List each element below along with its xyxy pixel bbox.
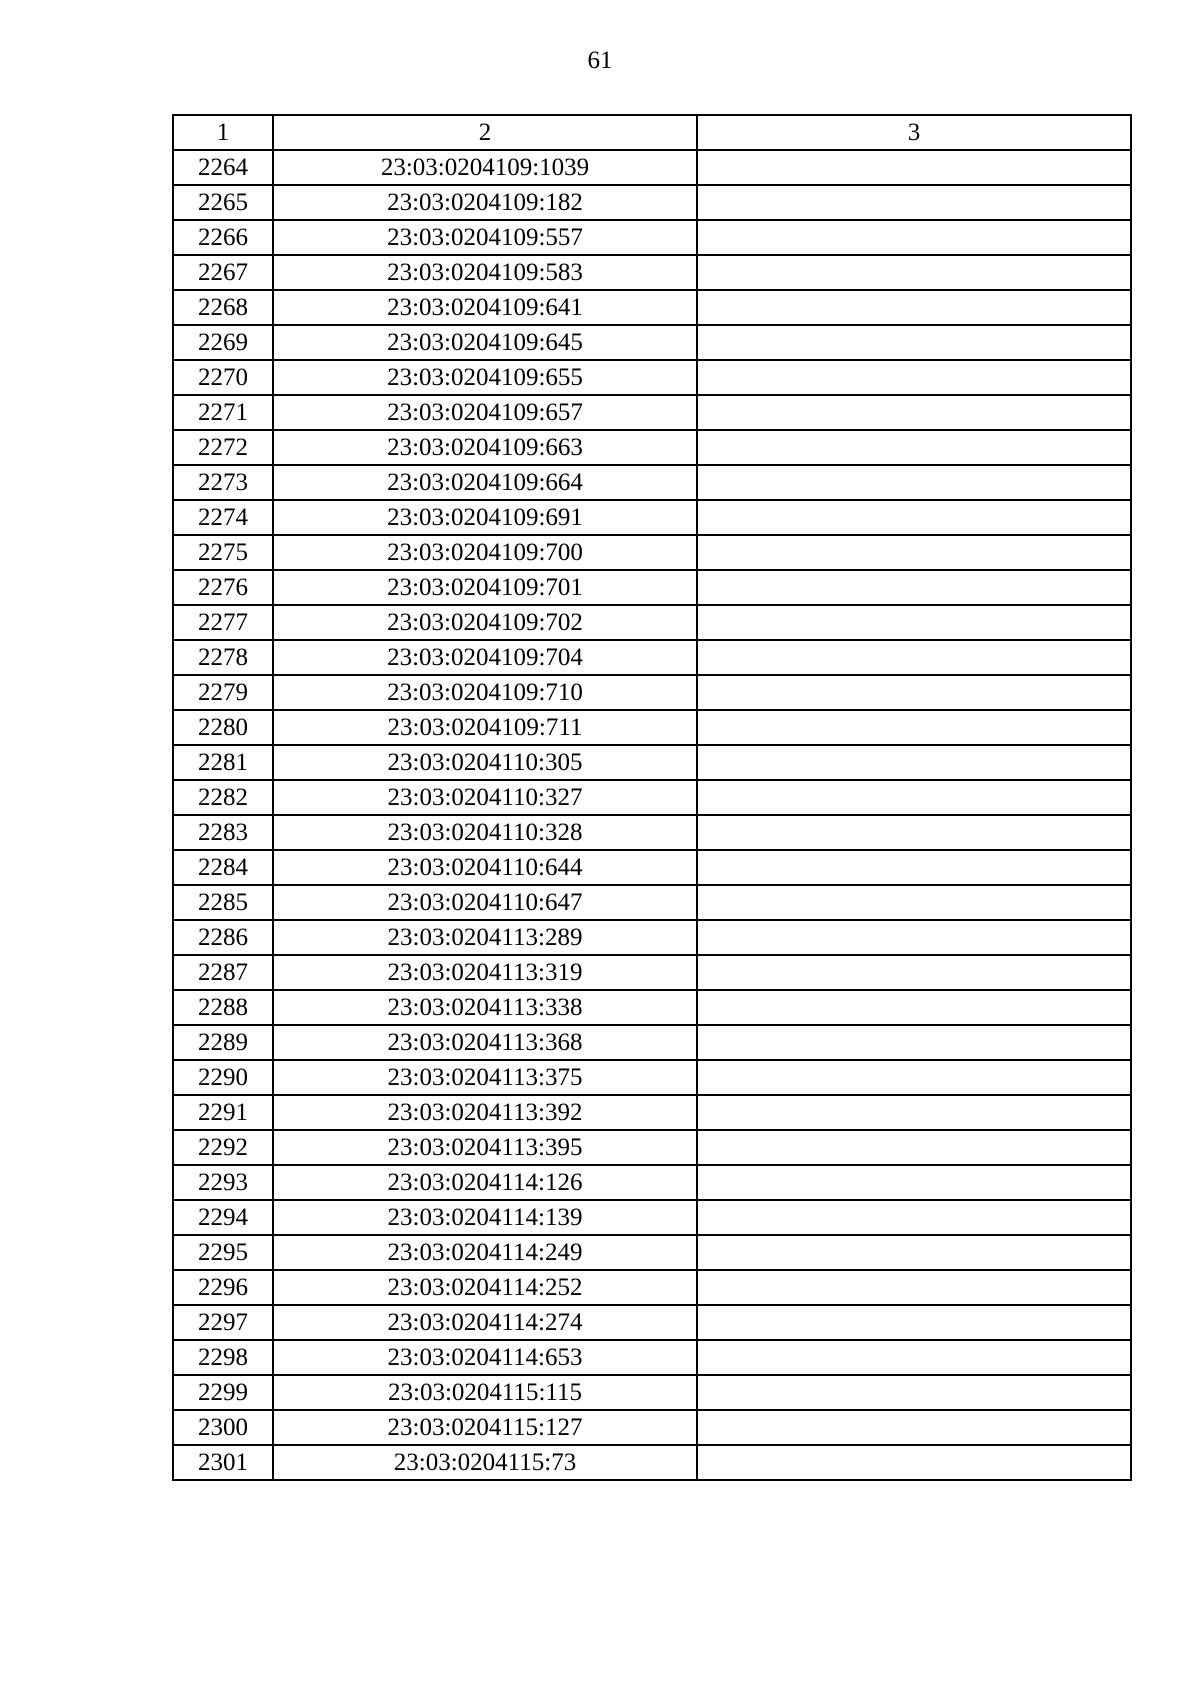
row-number-cell: 2290 — [173, 1060, 273, 1095]
cadastral-number-cell: 23:03:0204109:700 — [273, 535, 697, 570]
note-cell — [697, 465, 1131, 500]
header-cell-col2: 2 — [273, 115, 697, 150]
row-number-cell: 2276 — [173, 570, 273, 605]
row-number-cell: 2294 — [173, 1200, 273, 1235]
row-number-cell: 2291 — [173, 1095, 273, 1130]
row-number-cell: 2297 — [173, 1305, 273, 1340]
table-row — [173, 990, 1131, 1025]
row-number-cell: 2293 — [173, 1165, 273, 1200]
row-number-cell: 2288 — [173, 990, 273, 1025]
row-number-cell: 2269 — [173, 325, 273, 360]
table-header — [173, 115, 1131, 150]
note-cell — [697, 780, 1131, 815]
table-row — [173, 465, 1131, 500]
cadastral-number-cell: 23:03:0204109:691 — [273, 500, 697, 535]
cadastral-number-cell: 23:03:0204110:305 — [273, 745, 697, 780]
note-cell — [697, 1445, 1131, 1480]
table-row — [173, 1095, 1131, 1130]
row-number-cell: 2270 — [173, 360, 273, 395]
table-row — [173, 255, 1131, 290]
cadastral-number-cell: 23:03:0204109:641 — [273, 290, 697, 325]
table-row — [173, 920, 1131, 955]
page-number: 61 — [587, 47, 613, 74]
table-row — [173, 1340, 1131, 1375]
cadastral-number-cell: 23:03:0204115:115 — [273, 1375, 697, 1410]
table-row — [173, 955, 1131, 990]
row-number-cell: 2298 — [173, 1340, 273, 1375]
row-number-cell: 2287 — [173, 955, 273, 990]
cadastral-number-cell: 23:03:0204113:338 — [273, 990, 697, 1025]
note-cell — [697, 1375, 1131, 1410]
cadastral-table — [172, 114, 1132, 1481]
table-row — [173, 220, 1131, 255]
note-cell — [697, 570, 1131, 605]
table-row — [173, 430, 1131, 465]
table-row — [173, 675, 1131, 710]
row-number-cell: 2296 — [173, 1270, 273, 1305]
table-row — [173, 185, 1131, 220]
note-cell — [697, 605, 1131, 640]
note-cell — [697, 1235, 1131, 1270]
cadastral-number-cell: 23:03:0204113:368 — [273, 1025, 697, 1060]
table-row — [173, 850, 1131, 885]
table-row — [173, 570, 1131, 605]
cadastral-number-cell: 23:03:0204113:319 — [273, 955, 697, 990]
row-number-cell: 2280 — [173, 710, 273, 745]
row-number-cell: 2279 — [173, 675, 273, 710]
row-number-cell: 2292 — [173, 1130, 273, 1165]
table-row — [173, 500, 1131, 535]
note-cell — [697, 360, 1131, 395]
row-number-cell: 2285 — [173, 885, 273, 920]
note-cell — [697, 395, 1131, 430]
table-row — [173, 395, 1131, 430]
note-cell — [697, 1130, 1131, 1165]
table-row — [173, 150, 1131, 185]
note-cell — [697, 290, 1131, 325]
table-row — [173, 780, 1131, 815]
table-row — [173, 640, 1131, 675]
cadastral-number-cell: 23:03:0204110:328 — [273, 815, 697, 850]
cadastral-number-cell: 23:03:0204109:710 — [273, 675, 697, 710]
cadastral-number-cell: 23:03:0204114:126 — [273, 1165, 697, 1200]
cadastral-number-cell: 23:03:0204114:653 — [273, 1340, 697, 1375]
note-cell — [697, 815, 1131, 850]
row-number-cell: 2271 — [173, 395, 273, 430]
cadastral-number-cell: 23:03:0204114:249 — [273, 1235, 697, 1270]
note-cell — [697, 1165, 1131, 1200]
header-row — [173, 115, 1131, 150]
cadastral-number-cell: 23:03:0204115:73 — [273, 1445, 697, 1480]
table-row — [173, 1060, 1131, 1095]
cadastral-number-cell: 23:03:0204114:274 — [273, 1305, 697, 1340]
note-cell — [697, 885, 1131, 920]
note-cell — [697, 955, 1131, 990]
table-row — [173, 1375, 1131, 1410]
table-row — [173, 1200, 1131, 1235]
table-row — [173, 1445, 1131, 1480]
cadastral-number-cell: 23:03:0204109:663 — [273, 430, 697, 465]
note-cell — [697, 850, 1131, 885]
cadastral-number-cell: 23:03:0204109:701 — [273, 570, 697, 605]
row-number-cell: 2281 — [173, 745, 273, 780]
row-number-cell: 2268 — [173, 290, 273, 325]
header-cell-col3: 3 — [697, 115, 1131, 150]
header-cell-col1: 1 — [173, 115, 273, 150]
row-number-cell: 2266 — [173, 220, 273, 255]
row-number-cell: 2265 — [173, 185, 273, 220]
cadastral-number-cell: 23:03:0204109:704 — [273, 640, 697, 675]
cadastral-number-cell: 23:03:0204109:655 — [273, 360, 697, 395]
cadastral-number-cell: 23:03:0204109:711 — [273, 710, 697, 745]
table-row — [173, 1235, 1131, 1270]
row-number-cell: 2278 — [173, 640, 273, 675]
cadastral-number-cell: 23:03:0204109:557 — [273, 220, 697, 255]
note-cell — [697, 675, 1131, 710]
cadastral-number-cell: 23:03:0204109:657 — [273, 395, 697, 430]
note-cell — [697, 500, 1131, 535]
cadastral-number-cell: 23:03:0204113:395 — [273, 1130, 697, 1165]
table-row — [173, 290, 1131, 325]
row-number-cell: 2284 — [173, 850, 273, 885]
table-row — [173, 360, 1131, 395]
cadastral-number-cell: 23:03:0204113:375 — [273, 1060, 697, 1095]
cadastral-number-cell: 23:03:0204110:327 — [273, 780, 697, 815]
row-number-cell: 2286 — [173, 920, 273, 955]
note-cell — [697, 920, 1131, 955]
note-cell — [697, 745, 1131, 780]
cadastral-number-cell: 23:03:0204113:289 — [273, 920, 697, 955]
note-cell — [697, 220, 1131, 255]
table-row — [173, 1165, 1131, 1200]
note-cell — [697, 1025, 1131, 1060]
note-cell — [697, 640, 1131, 675]
row-number-cell: 2275 — [173, 535, 273, 570]
note-cell — [697, 430, 1131, 465]
note-cell — [697, 255, 1131, 290]
row-number-cell: 2300 — [173, 1410, 273, 1445]
note-cell — [697, 1410, 1131, 1445]
cadastral-number-cell: 23:03:0204109:702 — [273, 605, 697, 640]
note-cell — [697, 1095, 1131, 1130]
cadastral-number-cell: 23:03:0204109:645 — [273, 325, 697, 360]
note-cell — [697, 1305, 1131, 1340]
cadastral-number-cell: 23:03:0204110:644 — [273, 850, 697, 885]
cadastral-number-cell: 23:03:0204109:182 — [273, 185, 697, 220]
note-cell — [697, 185, 1131, 220]
row-number-cell: 2289 — [173, 1025, 273, 1060]
cadastral-number-cell: 23:03:0204110:647 — [273, 885, 697, 920]
note-cell — [697, 1340, 1131, 1375]
row-number-cell: 2282 — [173, 780, 273, 815]
row-number-cell: 2301 — [173, 1445, 273, 1480]
table-row — [173, 815, 1131, 850]
row-number-cell: 2273 — [173, 465, 273, 500]
cadastral-number-cell: 23:03:0204115:127 — [273, 1410, 697, 1445]
row-number-cell: 2274 — [173, 500, 273, 535]
table-row — [173, 1130, 1131, 1165]
cadastral-number-cell: 23:03:0204113:392 — [273, 1095, 697, 1130]
row-number-cell: 2267 — [173, 255, 273, 290]
cadastral-number-cell: 23:03:0204109:583 — [273, 255, 697, 290]
table-body — [173, 150, 1131, 1480]
row-number-cell: 2295 — [173, 1235, 273, 1270]
table-row — [173, 1270, 1131, 1305]
note-cell — [697, 1060, 1131, 1095]
cadastral-number-cell: 23:03:0204109:664 — [273, 465, 697, 500]
note-cell — [697, 1200, 1131, 1235]
table-row — [173, 325, 1131, 360]
note-cell — [697, 990, 1131, 1025]
cadastral-number-cell: 23:03:0204109:1039 — [273, 150, 697, 185]
row-number-cell: 2299 — [173, 1375, 273, 1410]
table-row — [173, 605, 1131, 640]
note-cell — [697, 1270, 1131, 1305]
row-number-cell: 2272 — [173, 430, 273, 465]
note-cell — [697, 710, 1131, 745]
table-row — [173, 885, 1131, 920]
row-number-cell: 2264 — [173, 150, 273, 185]
note-cell — [697, 325, 1131, 360]
table-row — [173, 1410, 1131, 1445]
table-row — [173, 1305, 1131, 1340]
row-number-cell: 2283 — [173, 815, 273, 850]
cadastral-number-cell: 23:03:0204114:139 — [273, 1200, 697, 1235]
table-row — [173, 1025, 1131, 1060]
table-row — [173, 535, 1131, 570]
note-cell — [697, 535, 1131, 570]
row-number-cell: 2277 — [173, 605, 273, 640]
table-row — [173, 710, 1131, 745]
cadastral-number-cell: 23:03:0204114:252 — [273, 1270, 697, 1305]
table-row — [173, 745, 1131, 780]
note-cell — [697, 150, 1131, 185]
